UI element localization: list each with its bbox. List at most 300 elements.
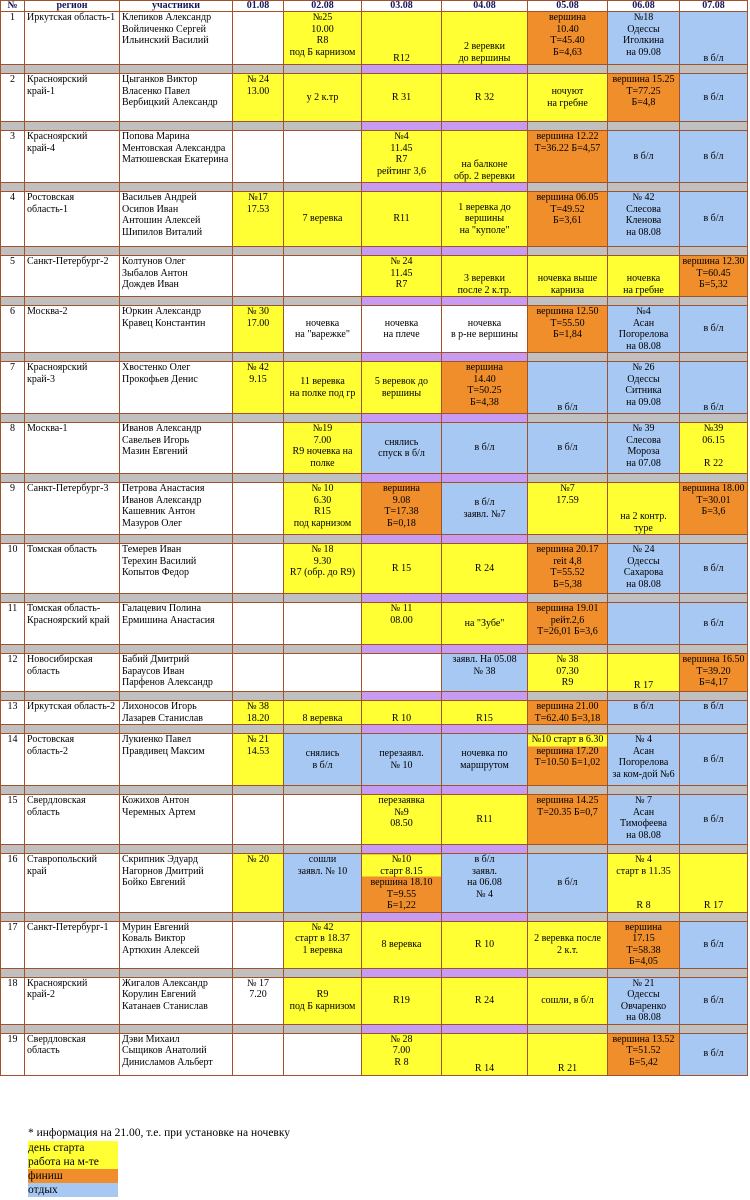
- participant-name: Терехин Василий: [122, 555, 197, 567]
- day-cell: [362, 12, 442, 65]
- separator-cell: [442, 912, 528, 921]
- cell-line: №4: [636, 306, 651, 317]
- day-cell: [362, 483, 442, 535]
- cell-line: №10 старт в 6.30: [531, 734, 604, 745]
- day-cell: [284, 977, 362, 1024]
- participant-name: Барауcов Иван: [122, 665, 185, 677]
- day-cell: [680, 423, 748, 474]
- separator-cell: [120, 725, 233, 734]
- table-row: [1, 192, 748, 247]
- region-cell: Ростовская область-1: [25, 192, 120, 247]
- cell-line: 11 веревка: [300, 376, 345, 387]
- separator-cell: [284, 692, 362, 701]
- separator-cell: [233, 912, 284, 921]
- participants-cell: [120, 544, 233, 594]
- cell-line: на 09.08: [626, 396, 661, 408]
- separator-cell: [680, 474, 748, 483]
- separator-cell: [233, 122, 284, 131]
- day-cell: [442, 423, 528, 474]
- cell-line: 6.30: [313, 494, 332, 506]
- day-cell: [442, 544, 528, 594]
- day-cell: [362, 1033, 442, 1075]
- cell-line: на полке под гр: [289, 387, 356, 399]
- separator-cell: [233, 692, 284, 701]
- cell-line: на гребне: [623, 284, 664, 296]
- cell-line: Б=5,42: [629, 1056, 658, 1068]
- cell-line: вершина: [549, 12, 586, 23]
- separator-cell: [25, 645, 120, 654]
- separator-cell: [680, 247, 748, 256]
- day-cell: [284, 423, 362, 474]
- day-cell: [608, 654, 680, 692]
- separator-cell: [528, 535, 608, 544]
- cell-line: 9.30: [313, 555, 332, 567]
- cell-line: на плече: [383, 329, 420, 340]
- participant-name: Кравец Константин: [122, 317, 206, 329]
- cell-line: Т=51.52: [626, 1045, 661, 1056]
- day-cell: [680, 306, 748, 353]
- participant-name: Цыганков Виктор: [122, 74, 198, 85]
- separator-cell: [442, 786, 528, 795]
- cell-line: в б/л: [557, 442, 578, 454]
- separator-cell: [442, 968, 528, 977]
- separator-cell: [608, 474, 680, 483]
- separator-cell: [25, 65, 120, 74]
- cell-line: № 10: [390, 759, 413, 771]
- separator-cell: [25, 247, 120, 256]
- separator-cell: [1, 297, 25, 306]
- separator-cell: [233, 535, 284, 544]
- cell-line: в б/л: [312, 759, 333, 771]
- separator-cell: [1, 353, 25, 362]
- separator-cell: [284, 65, 362, 74]
- cell-line: R 8: [394, 1056, 409, 1068]
- day-cell: [608, 977, 680, 1024]
- cell-line: ночевка: [467, 317, 502, 329]
- day-cell: [608, 603, 680, 645]
- cell-line: Б=4,17: [699, 677, 728, 688]
- header-number: №: [1, 1, 25, 12]
- table-row: [1, 795, 748, 845]
- cell-line: R 17: [703, 900, 724, 911]
- cell-line: сошли: [308, 854, 337, 865]
- day-cell: [680, 701, 748, 725]
- region-cell: Красноярский край-2: [25, 977, 120, 1024]
- participant-name: Скрипник Эдуард: [122, 854, 198, 865]
- cell-line: R9: [316, 989, 329, 1000]
- separator-cell: [120, 594, 233, 603]
- region-cell: Иркутская область-2: [25, 701, 120, 725]
- row-number: 17: [1, 921, 25, 968]
- day-cell: [680, 192, 748, 247]
- cell-line: 3 веревки: [464, 273, 505, 284]
- participants-cell: [120, 977, 233, 1024]
- day-cell: [608, 423, 680, 474]
- day-cell: [233, 921, 284, 968]
- day-cell: [362, 854, 442, 913]
- cell-line: R 22: [703, 457, 724, 469]
- table-row: [1, 74, 748, 122]
- separator-cell: [608, 786, 680, 795]
- cell-line: ночевка: [384, 317, 419, 329]
- row-separator: [1, 474, 748, 483]
- row-number: 1: [1, 12, 25, 65]
- row-separator: [1, 845, 748, 854]
- header-date: 02.08: [284, 1, 362, 12]
- cell-line: вершина 21.00: [536, 701, 599, 712]
- cell-line: на балконе: [461, 159, 508, 170]
- separator-cell: [442, 594, 528, 603]
- separator-cell: [362, 297, 442, 306]
- cell-line: вершина 16.50: [682, 654, 745, 665]
- participant-name: Юркин Александр: [122, 306, 202, 317]
- day-cell: [284, 654, 362, 692]
- separator-cell: [442, 1024, 528, 1033]
- cell-line: в б/л: [703, 813, 724, 825]
- cell-line: на "куполе": [459, 224, 510, 236]
- cell-line: R 24: [474, 994, 495, 1006]
- region-cell: Свердловская область: [25, 795, 120, 845]
- participant-name: Попова Марина: [122, 131, 190, 142]
- separator-cell: [528, 645, 608, 654]
- day-cell: [528, 854, 608, 913]
- cell-line: на гребне: [547, 97, 588, 109]
- cell-line: № 7: [634, 795, 653, 806]
- separator-cell: [608, 645, 680, 654]
- cell-line: вершина 15.25: [612, 74, 675, 85]
- separator-cell: [284, 474, 362, 483]
- cell-line: в б/л: [703, 401, 724, 413]
- cell-line: заявл. На 05.08: [452, 654, 517, 665]
- separator-cell: [233, 474, 284, 483]
- separator-cell: [25, 122, 120, 131]
- cell-line: R9 ночевка на: [292, 446, 353, 457]
- separator-cell: [233, 845, 284, 854]
- separator-cell: [528, 474, 608, 483]
- cell-line: R11: [393, 213, 410, 225]
- day-cell: [284, 74, 362, 122]
- day-cell: [362, 654, 442, 692]
- participant-name: Нагорнов Дмитрий: [122, 865, 204, 877]
- legend-work-on-route: работа на м-те: [28, 1155, 118, 1169]
- day-cell: [233, 423, 284, 474]
- header-date: 01.08: [233, 1, 284, 12]
- participant-name: Кашевник Антон: [122, 506, 196, 517]
- separator-cell: [120, 247, 233, 256]
- day-cell: [680, 734, 748, 786]
- region-cell: Красноярский край-4: [25, 131, 120, 183]
- day-cell: [233, 544, 284, 594]
- cell-line: 07.30: [556, 665, 579, 677]
- row-separator: [1, 297, 748, 306]
- separator-cell: [362, 912, 442, 921]
- row-separator: [1, 594, 748, 603]
- day-cell: [608, 483, 680, 535]
- day-cell: [608, 74, 680, 122]
- participant-name: Петрова Анастасия: [122, 483, 205, 494]
- cell-line: № 42: [632, 192, 655, 203]
- cell-line: сошли, в б/л: [541, 994, 594, 1006]
- separator-cell: [608, 535, 680, 544]
- row-number: 18: [1, 977, 25, 1024]
- cell-line: Б=4,8: [631, 97, 656, 108]
- separator-cell: [120, 692, 233, 701]
- cell-line: 08.00: [390, 614, 413, 626]
- separator-cell: [284, 968, 362, 977]
- day-cell: [680, 654, 748, 692]
- cell-line: Т=26,01 Б=3,6: [537, 626, 598, 637]
- day-cell: [608, 1033, 680, 1075]
- cell-line: Одессы: [627, 989, 660, 1000]
- cell-line: Т=55.50: [550, 317, 585, 329]
- participant-name: Лукиенко Павел: [122, 734, 192, 745]
- participant-name: Колтунов Олег: [122, 256, 186, 267]
- cell-line: на 08.08: [626, 578, 661, 590]
- table-row: [1, 977, 748, 1024]
- participants-cell: [120, 306, 233, 353]
- cell-line: маршрутом: [460, 759, 509, 771]
- row-number: 19: [1, 1033, 25, 1075]
- separator-cell: [528, 968, 608, 977]
- cell-line: №9: [394, 806, 409, 818]
- day-cell: [528, 701, 608, 725]
- cell-line: в б/л: [633, 701, 654, 712]
- header-date: 07.08: [680, 1, 748, 12]
- cell-line: туре: [634, 522, 653, 534]
- separator-cell: [120, 535, 233, 544]
- cell-line: №39: [703, 423, 724, 434]
- day-cell: [680, 74, 748, 122]
- row-separator: [1, 65, 748, 74]
- cell-line: 7.00: [392, 1045, 411, 1056]
- cell-line: вершина 13.52: [612, 1033, 675, 1045]
- cell-line: № 10: [311, 483, 334, 494]
- cell-line: № 42: [246, 362, 270, 373]
- separator-cell: [362, 122, 442, 131]
- cell-line: старт 8.15: [380, 865, 423, 877]
- separator-cell: [362, 786, 442, 795]
- day-cell: [233, 362, 284, 414]
- cell-line: ночевка: [626, 273, 661, 284]
- separator-cell: [233, 247, 284, 256]
- cell-line: 13.00: [246, 85, 270, 97]
- separator-cell: [284, 183, 362, 192]
- day-cell: [362, 701, 442, 725]
- day-cell: [284, 256, 362, 297]
- separator-cell: [1, 645, 25, 654]
- separator-cell: [442, 725, 528, 734]
- separator-cell: [1, 968, 25, 977]
- cell-line: в б/л: [703, 938, 724, 950]
- row-number: 16: [1, 854, 25, 913]
- cell-line: Б=5,32: [699, 279, 728, 290]
- separator-cell: [680, 414, 748, 423]
- row-separator: [1, 183, 748, 192]
- day-cell: [284, 1033, 362, 1075]
- cell-line: в б/л: [703, 52, 724, 64]
- separator-cell: [608, 297, 680, 306]
- day-cell: [233, 701, 284, 725]
- separator-cell: [528, 247, 608, 256]
- day-cell: [362, 362, 442, 414]
- separator-cell: [608, 122, 680, 131]
- day-cell: [608, 362, 680, 414]
- separator-cell: [608, 247, 680, 256]
- cell-line: Б=1,84: [553, 329, 582, 340]
- day-cell: [284, 306, 362, 353]
- cell-line: 08.50: [390, 818, 413, 829]
- day-cell: [442, 795, 528, 845]
- cell-line: 17.00: [246, 317, 270, 329]
- cell-line: R15: [476, 712, 493, 724]
- participant-name: Прокофьев Денис: [122, 373, 198, 385]
- participant-name: Мурин Евгений: [122, 921, 190, 933]
- cell-line: R15: [314, 506, 331, 517]
- cell-line: R 10: [474, 938, 495, 950]
- day-cell: [233, 654, 284, 692]
- separator-cell: [25, 786, 120, 795]
- cell-line: 1 веревка до: [458, 201, 511, 213]
- separator-cell: [284, 535, 362, 544]
- cell-line: R 14: [474, 1063, 495, 1074]
- separator-cell: [608, 692, 680, 701]
- separator-cell: [284, 1024, 362, 1033]
- day-cell: [362, 74, 442, 122]
- day-cell: [233, 734, 284, 786]
- separator-cell: [680, 535, 748, 544]
- separator-cell: [120, 474, 233, 483]
- cell-line: № 21: [246, 734, 270, 745]
- cell-line: № 11: [390, 603, 413, 614]
- participants-cell: [120, 734, 233, 786]
- cell-line: №17: [248, 192, 268, 203]
- region-cell: Иркутская область-1: [25, 12, 120, 65]
- cell-line: № 24: [390, 256, 413, 267]
- day-cell: [442, 74, 528, 122]
- day-cell: [528, 74, 608, 122]
- separator-cell: [680, 65, 748, 74]
- separator-cell: [680, 692, 748, 701]
- separator-cell: [25, 845, 120, 854]
- separator-cell: [1, 845, 25, 854]
- cell-line: № 4: [475, 888, 494, 900]
- day-cell: [233, 12, 284, 65]
- cell-line: в б/л: [703, 753, 724, 765]
- participant-name: Катанаев Станислав: [122, 1000, 208, 1012]
- separator-cell: [528, 414, 608, 423]
- cell-line: R9: [561, 677, 574, 688]
- cell-line: № 28: [390, 1033, 413, 1045]
- cell-line: на "Зубе": [464, 617, 505, 629]
- cell-line: Т=36.22 Б=4,57: [534, 142, 601, 154]
- day-cell: [680, 603, 748, 645]
- cell-line: Иголкина: [623, 35, 664, 46]
- separator-cell: [362, 353, 442, 362]
- separator-cell: [528, 1024, 608, 1033]
- separator-cell: [120, 968, 233, 977]
- cell-line: в б/л: [633, 150, 654, 162]
- row-separator: [1, 725, 748, 734]
- region-cell: Ставропольский край: [25, 854, 120, 913]
- separator-cell: [608, 725, 680, 734]
- cell-line: перезаявка: [378, 795, 425, 806]
- participants-cell: [120, 603, 233, 645]
- day-cell: [528, 12, 608, 65]
- cell-line: Б=3,6: [701, 506, 726, 517]
- cell-line: Асан: [632, 745, 655, 757]
- separator-cell: [120, 65, 233, 74]
- day-cell: [442, 977, 528, 1024]
- participant-name: Войличенко Сергей: [122, 23, 207, 35]
- cell-line: вершина 12.30: [682, 256, 745, 267]
- cell-line: вершина 06.05: [536, 192, 599, 203]
- participant-name: Матюшевская Екатерина: [122, 154, 229, 165]
- separator-cell: [284, 786, 362, 795]
- cell-line: [610, 877, 677, 889]
- cell-line: в б/л: [703, 617, 724, 629]
- header-date: 03.08: [362, 1, 442, 12]
- participant-name: Ильинский Василий: [122, 35, 209, 46]
- row-separator: [1, 122, 748, 131]
- separator-cell: [284, 594, 362, 603]
- cell-line: Т=55.52: [550, 567, 585, 578]
- day-cell: [608, 192, 680, 247]
- cell-line: Одессы: [627, 373, 660, 385]
- day-cell: [362, 734, 442, 786]
- participant-name: Савельев Игорь: [122, 434, 190, 446]
- participant-name: Парфенов Александр: [122, 677, 213, 688]
- participant-name: Ермишина Анастасия: [122, 614, 215, 626]
- separator-cell: [233, 786, 284, 795]
- participant-name: Жигалов Александр: [122, 977, 208, 989]
- table-row: [1, 256, 748, 297]
- cell-line: R 31: [391, 91, 412, 103]
- cell-line: 7.00: [313, 434, 332, 446]
- participant-name: Темерев Иван: [122, 544, 182, 555]
- day-cell: [528, 306, 608, 353]
- separator-cell: [233, 414, 284, 423]
- cell-line: 2 веревка после: [534, 933, 601, 944]
- cell-line: заявл. № 10: [297, 865, 348, 877]
- participant-name: Артюхин Алексей: [122, 944, 200, 956]
- cell-line: 9.15: [249, 373, 267, 385]
- day-cell: [680, 921, 748, 968]
- cell-line: снялись: [305, 748, 340, 759]
- separator-cell: [608, 845, 680, 854]
- participants-cell: [120, 423, 233, 474]
- cell-line: карниза: [550, 284, 585, 296]
- day-cell: [284, 12, 362, 65]
- separator-cell: [362, 474, 442, 483]
- separator-cell: [233, 353, 284, 362]
- separator-cell: [25, 912, 120, 921]
- cell-line: №4: [394, 131, 409, 142]
- day-cell: [284, 131, 362, 183]
- separator-cell: [680, 297, 748, 306]
- separator-cell: [442, 122, 528, 131]
- separator-cell: [120, 297, 233, 306]
- day-cell: [442, 306, 528, 353]
- cell-line: Т=9.55: [386, 888, 417, 900]
- day-cell: [608, 131, 680, 183]
- cell-line: Слесова: [626, 434, 661, 446]
- cell-line: в б/л: [703, 1048, 724, 1060]
- cell-line: снялись: [384, 436, 419, 448]
- row-separator: [1, 1024, 748, 1033]
- cell-line: рейт.2,6: [550, 614, 585, 626]
- participants-cell: [120, 654, 233, 692]
- separator-cell: [442, 645, 528, 654]
